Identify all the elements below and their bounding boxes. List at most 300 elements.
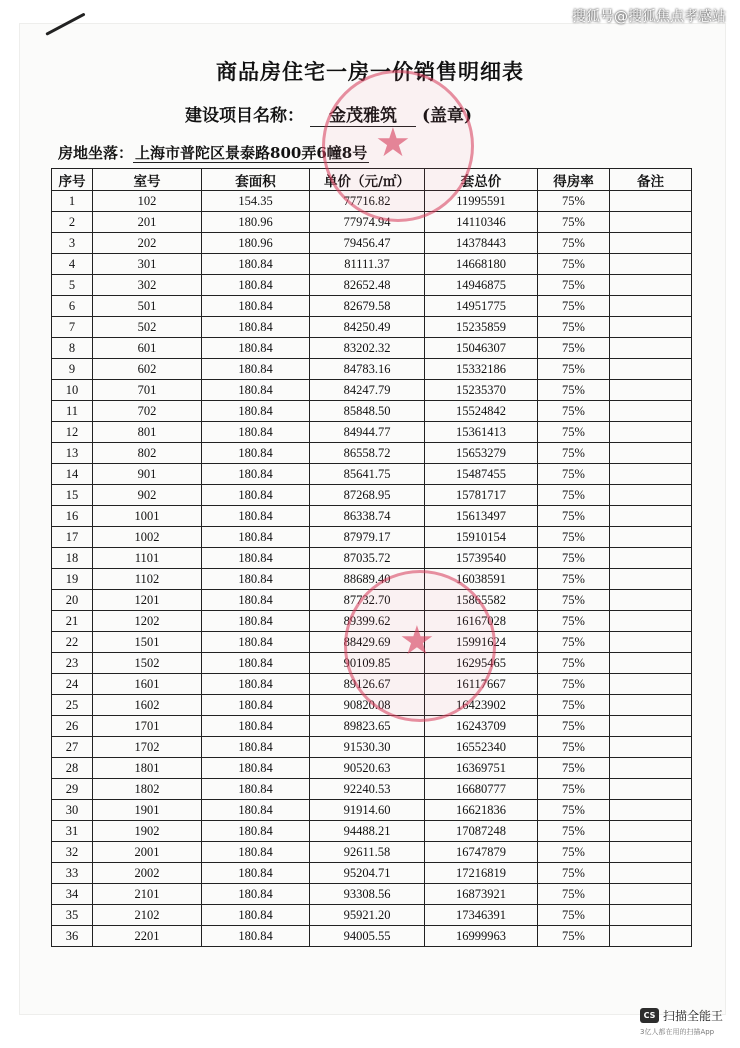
table-row bbox=[52, 485, 692, 506]
cell-unit-price: 82679.58 bbox=[310, 296, 425, 317]
cell-room: 802 bbox=[93, 443, 202, 464]
cell-total-price: 15235370 bbox=[425, 380, 538, 401]
cell-total-price: 16369751 bbox=[425, 758, 538, 779]
cell-room: 1701 bbox=[93, 716, 202, 737]
cell-remark bbox=[610, 569, 692, 590]
cell-total-price: 17087248 bbox=[425, 821, 538, 842]
cell-remark bbox=[610, 842, 692, 863]
cell-room: 201 bbox=[93, 212, 202, 233]
table-row bbox=[52, 422, 692, 443]
cell-total-price: 16999963 bbox=[425, 926, 538, 947]
cell-efficiency: 75% bbox=[538, 275, 610, 296]
stamp-star-icon: ★ bbox=[399, 618, 435, 664]
cell-room: 902 bbox=[93, 485, 202, 506]
cell-remark bbox=[610, 737, 692, 758]
cell-area: 180.84 bbox=[202, 716, 310, 737]
cell-remark bbox=[610, 191, 692, 212]
cell-efficiency: 75% bbox=[538, 212, 610, 233]
column-header: 备注 bbox=[610, 169, 692, 191]
cell-remark bbox=[610, 527, 692, 548]
table-row bbox=[52, 275, 692, 296]
cell-efficiency: 75% bbox=[538, 863, 610, 884]
cell-total-price: 16243709 bbox=[425, 716, 538, 737]
column-header: 序号 bbox=[52, 169, 93, 191]
cell-remark bbox=[610, 821, 692, 842]
table-row bbox=[52, 905, 692, 926]
column-header: 套面积 bbox=[202, 169, 310, 191]
cell-area: 180.84 bbox=[202, 884, 310, 905]
cell-room: 501 bbox=[93, 296, 202, 317]
table-row bbox=[52, 296, 692, 317]
cell-index: 24 bbox=[52, 674, 93, 695]
cell-room: 2102 bbox=[93, 905, 202, 926]
cell-efficiency: 75% bbox=[538, 380, 610, 401]
cell-unit-price: 90520.63 bbox=[310, 758, 425, 779]
cell-efficiency: 75% bbox=[538, 821, 610, 842]
cell-total-price: 11995591 bbox=[425, 191, 538, 212]
cell-area: 180.84 bbox=[202, 737, 310, 758]
cell-room: 601 bbox=[93, 338, 202, 359]
column-header: 得房率 bbox=[538, 169, 610, 191]
cell-remark bbox=[610, 653, 692, 674]
cell-total-price: 15613497 bbox=[425, 506, 538, 527]
cell-area: 180.84 bbox=[202, 779, 310, 800]
cell-remark bbox=[610, 674, 692, 695]
cell-room: 801 bbox=[93, 422, 202, 443]
cell-efficiency: 75% bbox=[538, 191, 610, 212]
cell-remark bbox=[610, 590, 692, 611]
cell-unit-price: 84250.49 bbox=[310, 317, 425, 338]
cell-unit-price: 84247.79 bbox=[310, 380, 425, 401]
cell-area: 180.84 bbox=[202, 905, 310, 926]
cell-room: 1801 bbox=[93, 758, 202, 779]
cell-remark bbox=[610, 380, 692, 401]
cell-efficiency: 75% bbox=[538, 506, 610, 527]
cell-area: 180.84 bbox=[202, 401, 310, 422]
cell-index: 16 bbox=[52, 506, 93, 527]
cell-total-price: 15361413 bbox=[425, 422, 538, 443]
table-row bbox=[52, 338, 692, 359]
cell-room: 2101 bbox=[93, 884, 202, 905]
cell-room: 2201 bbox=[93, 926, 202, 947]
cell-efficiency: 75% bbox=[538, 884, 610, 905]
cell-room: 702 bbox=[93, 401, 202, 422]
cell-remark bbox=[610, 779, 692, 800]
cell-area: 180.84 bbox=[202, 611, 310, 632]
cell-efficiency: 75% bbox=[538, 317, 610, 338]
cell-unit-price: 83202.32 bbox=[310, 338, 425, 359]
column-header: 室号 bbox=[93, 169, 202, 191]
table-row bbox=[52, 842, 692, 863]
top-seal-stamp bbox=[322, 70, 474, 222]
cell-total-price: 16747879 bbox=[425, 842, 538, 863]
cell-area: 180.84 bbox=[202, 548, 310, 569]
cell-room: 602 bbox=[93, 359, 202, 380]
cell-area: 180.84 bbox=[202, 569, 310, 590]
cell-remark bbox=[610, 422, 692, 443]
cell-efficiency: 75% bbox=[538, 926, 610, 947]
cell-remark bbox=[610, 338, 692, 359]
cell-unit-price: 87268.95 bbox=[310, 485, 425, 506]
cell-room: 701 bbox=[93, 380, 202, 401]
cell-room: 1502 bbox=[93, 653, 202, 674]
cell-room: 1202 bbox=[93, 611, 202, 632]
cell-total-price: 16038591 bbox=[425, 569, 538, 590]
table-row bbox=[52, 317, 692, 338]
cell-index: 17 bbox=[52, 527, 93, 548]
cell-index: 23 bbox=[52, 653, 93, 674]
cell-unit-price: 88689.40 bbox=[310, 569, 425, 590]
cell-remark bbox=[610, 485, 692, 506]
cell-unit-price: 95204.71 bbox=[310, 863, 425, 884]
cell-area: 180.84 bbox=[202, 842, 310, 863]
cell-total-price: 15910154 bbox=[425, 527, 538, 548]
cell-remark bbox=[610, 464, 692, 485]
scanner-app-tagline: 3亿人都在用的扫描App bbox=[640, 1028, 715, 1036]
cell-efficiency: 75% bbox=[538, 653, 610, 674]
cell-efficiency: 75% bbox=[538, 758, 610, 779]
cell-area: 154.35 bbox=[202, 191, 310, 212]
cell-area: 180.84 bbox=[202, 800, 310, 821]
document-title: 商品房住宅一房一价销售明细表 bbox=[216, 59, 524, 84]
location-label: 房地坐落： bbox=[58, 144, 134, 162]
cell-efficiency: 75% bbox=[538, 527, 610, 548]
cell-index: 5 bbox=[52, 275, 93, 296]
cell-room: 1002 bbox=[93, 527, 202, 548]
cell-remark bbox=[610, 611, 692, 632]
cell-remark bbox=[610, 317, 692, 338]
cell-area: 180.84 bbox=[202, 485, 310, 506]
cell-total-price: 16117667 bbox=[425, 674, 538, 695]
seal-note: (盖章) bbox=[422, 106, 473, 126]
cell-index: 36 bbox=[52, 926, 93, 947]
table-row bbox=[52, 779, 692, 800]
cell-unit-price: 84783.16 bbox=[310, 359, 425, 380]
cell-area: 180.84 bbox=[202, 380, 310, 401]
cell-efficiency: 75% bbox=[538, 842, 610, 863]
cell-total-price: 15332186 bbox=[425, 359, 538, 380]
cell-total-price: 16873921 bbox=[425, 884, 538, 905]
cell-total-price: 15781717 bbox=[425, 485, 538, 506]
cell-efficiency: 75% bbox=[538, 443, 610, 464]
cell-unit-price: 81111.37 bbox=[310, 254, 425, 275]
cell-unit-price: 93308.56 bbox=[310, 884, 425, 905]
cell-unit-price: 89399.62 bbox=[310, 611, 425, 632]
cell-room: 1902 bbox=[93, 821, 202, 842]
cell-total-price: 14946875 bbox=[425, 275, 538, 296]
cell-efficiency: 75% bbox=[538, 716, 610, 737]
cell-remark bbox=[610, 212, 692, 233]
cell-room: 2001 bbox=[93, 842, 202, 863]
table-row bbox=[52, 254, 692, 275]
cell-index: 14 bbox=[52, 464, 93, 485]
cell-index: 30 bbox=[52, 800, 93, 821]
cell-index: 12 bbox=[52, 422, 93, 443]
cell-remark bbox=[610, 758, 692, 779]
cell-unit-price: 94488.21 bbox=[310, 821, 425, 842]
cell-total-price: 15046307 bbox=[425, 338, 538, 359]
watermark: 搜狐号@搜狐焦点孝感站 bbox=[572, 9, 726, 25]
table-row bbox=[52, 464, 692, 485]
cell-unit-price: 84944.77 bbox=[310, 422, 425, 443]
cell-index: 1 bbox=[52, 191, 93, 212]
cell-area: 180.84 bbox=[202, 632, 310, 653]
sales-detail-table bbox=[51, 168, 692, 947]
cell-total-price: 14668180 bbox=[425, 254, 538, 275]
cell-total-price: 15653279 bbox=[425, 443, 538, 464]
table-row bbox=[52, 716, 692, 737]
cell-room: 1602 bbox=[93, 695, 202, 716]
cell-index: 18 bbox=[52, 548, 93, 569]
cell-remark bbox=[610, 884, 692, 905]
cell-room: 2002 bbox=[93, 863, 202, 884]
cell-remark bbox=[610, 632, 692, 653]
cell-index: 35 bbox=[52, 905, 93, 926]
location-value: 上海市普陀区景泰路800弄6幢8号 bbox=[135, 144, 368, 162]
cell-remark bbox=[610, 506, 692, 527]
cell-area: 180.84 bbox=[202, 359, 310, 380]
cell-remark bbox=[610, 401, 692, 422]
cell-unit-price: 79456.47 bbox=[310, 233, 425, 254]
cell-total-price: 15235859 bbox=[425, 317, 538, 338]
cell-efficiency: 75% bbox=[538, 548, 610, 569]
cell-total-price: 16167028 bbox=[425, 611, 538, 632]
cell-index: 7 bbox=[52, 317, 93, 338]
cell-room: 202 bbox=[93, 233, 202, 254]
cell-index: 33 bbox=[52, 863, 93, 884]
column-header: 单价（元/㎡） bbox=[310, 169, 425, 191]
cell-unit-price: 89126.67 bbox=[310, 674, 425, 695]
cell-efficiency: 75% bbox=[538, 254, 610, 275]
cell-area: 180.84 bbox=[202, 317, 310, 338]
cell-area: 180.84 bbox=[202, 863, 310, 884]
stamp-star-icon: ★ bbox=[375, 120, 411, 166]
middle-seal-stamp bbox=[344, 570, 496, 722]
cell-efficiency: 75% bbox=[538, 590, 610, 611]
cell-unit-price: 86558.72 bbox=[310, 443, 425, 464]
cell-unit-price: 95921.20 bbox=[310, 905, 425, 926]
cell-index: 8 bbox=[52, 338, 93, 359]
cell-index: 21 bbox=[52, 611, 93, 632]
cell-remark bbox=[610, 254, 692, 275]
cell-unit-price: 85641.75 bbox=[310, 464, 425, 485]
cell-remark bbox=[610, 905, 692, 926]
cell-unit-price: 91530.30 bbox=[310, 737, 425, 758]
cell-efficiency: 75% bbox=[538, 737, 610, 758]
cell-unit-price: 86338.74 bbox=[310, 506, 425, 527]
table-row bbox=[52, 527, 692, 548]
cell-unit-price: 89823.65 bbox=[310, 716, 425, 737]
cell-total-price: 15487455 bbox=[425, 464, 538, 485]
cell-index: 25 bbox=[52, 695, 93, 716]
cell-area: 180.84 bbox=[202, 275, 310, 296]
project-label: 建设项目名称： bbox=[185, 106, 304, 126]
cell-remark bbox=[610, 296, 692, 317]
cell-efficiency: 75% bbox=[538, 674, 610, 695]
cell-total-price: 16295465 bbox=[425, 653, 538, 674]
cell-index: 29 bbox=[52, 779, 93, 800]
cell-index: 26 bbox=[52, 716, 93, 737]
scanner-app-name: 扫描全能王 bbox=[663, 1009, 724, 1023]
cell-index: 27 bbox=[52, 737, 93, 758]
cell-index: 31 bbox=[52, 821, 93, 842]
cell-room: 301 bbox=[93, 254, 202, 275]
cell-room: 1901 bbox=[93, 800, 202, 821]
cell-efficiency: 75% bbox=[538, 611, 610, 632]
camscanner-logo-icon: CS bbox=[640, 1008, 659, 1023]
cell-efficiency: 75% bbox=[538, 800, 610, 821]
cell-area: 180.96 bbox=[202, 233, 310, 254]
table-row bbox=[52, 443, 692, 464]
cell-area: 180.84 bbox=[202, 653, 310, 674]
cell-unit-price: 88429.69 bbox=[310, 632, 425, 653]
cell-total-price: 15524842 bbox=[425, 401, 538, 422]
cell-room: 1802 bbox=[93, 779, 202, 800]
cell-index: 15 bbox=[52, 485, 93, 506]
cell-efficiency: 75% bbox=[538, 296, 610, 317]
cell-unit-price: 87035.72 bbox=[310, 548, 425, 569]
cell-index: 3 bbox=[52, 233, 93, 254]
cell-unit-price: 77716.82 bbox=[310, 191, 425, 212]
cell-efficiency: 75% bbox=[538, 233, 610, 254]
cell-remark bbox=[610, 800, 692, 821]
cell-efficiency: 75% bbox=[538, 632, 610, 653]
cell-unit-price: 82652.48 bbox=[310, 275, 425, 296]
table-row bbox=[52, 926, 692, 947]
cell-area: 180.84 bbox=[202, 443, 310, 464]
cell-area: 180.84 bbox=[202, 695, 310, 716]
cell-room: 1101 bbox=[93, 548, 202, 569]
cell-index: 32 bbox=[52, 842, 93, 863]
cell-unit-price: 94005.55 bbox=[310, 926, 425, 947]
cell-total-price: 17216819 bbox=[425, 863, 538, 884]
table-row bbox=[52, 506, 692, 527]
cell-unit-price: 87979.17 bbox=[310, 527, 425, 548]
cell-total-price: 16680777 bbox=[425, 779, 538, 800]
cell-index: 4 bbox=[52, 254, 93, 275]
cell-area: 180.84 bbox=[202, 422, 310, 443]
cell-efficiency: 75% bbox=[538, 695, 610, 716]
table-row bbox=[52, 359, 692, 380]
cell-index: 6 bbox=[52, 296, 93, 317]
cell-room: 1102 bbox=[93, 569, 202, 590]
cell-remark bbox=[610, 233, 692, 254]
cell-total-price: 14951775 bbox=[425, 296, 538, 317]
cell-unit-price: 90109.85 bbox=[310, 653, 425, 674]
cell-efficiency: 75% bbox=[538, 779, 610, 800]
cell-unit-price: 92240.53 bbox=[310, 779, 425, 800]
cell-index: 22 bbox=[52, 632, 93, 653]
cell-index: 10 bbox=[52, 380, 93, 401]
cell-unit-price: 85848.50 bbox=[310, 401, 425, 422]
cell-remark bbox=[610, 695, 692, 716]
table-row bbox=[52, 233, 692, 254]
cell-remark bbox=[610, 548, 692, 569]
cell-total-price: 15865582 bbox=[425, 590, 538, 611]
cell-area: 180.84 bbox=[202, 254, 310, 275]
cell-index: 13 bbox=[52, 443, 93, 464]
table-row bbox=[52, 821, 692, 842]
table-row bbox=[52, 737, 692, 758]
cell-unit-price: 92611.58 bbox=[310, 842, 425, 863]
cell-index: 19 bbox=[52, 569, 93, 590]
cell-efficiency: 75% bbox=[538, 905, 610, 926]
cell-efficiency: 75% bbox=[538, 464, 610, 485]
cell-area: 180.84 bbox=[202, 674, 310, 695]
cell-remark bbox=[610, 926, 692, 947]
scanner-app-badge bbox=[640, 1007, 723, 1024]
table-row bbox=[52, 380, 692, 401]
cell-total-price: 14110346 bbox=[425, 212, 538, 233]
cell-total-price: 17346391 bbox=[425, 905, 538, 926]
cell-remark bbox=[610, 359, 692, 380]
cell-room: 502 bbox=[93, 317, 202, 338]
cell-total-price: 14378443 bbox=[425, 233, 538, 254]
cell-efficiency: 75% bbox=[538, 338, 610, 359]
cell-room: 1702 bbox=[93, 737, 202, 758]
cell-remark bbox=[610, 716, 692, 737]
cell-efficiency: 75% bbox=[538, 359, 610, 380]
cell-room: 1601 bbox=[93, 674, 202, 695]
cell-room: 102 bbox=[93, 191, 202, 212]
cell-remark bbox=[610, 275, 692, 296]
cell-area: 180.84 bbox=[202, 926, 310, 947]
cell-efficiency: 75% bbox=[538, 569, 610, 590]
column-header: 套总价 bbox=[425, 169, 538, 191]
cell-total-price: 16423902 bbox=[425, 695, 538, 716]
cell-unit-price: 87732.70 bbox=[310, 590, 425, 611]
cell-efficiency: 75% bbox=[538, 401, 610, 422]
cell-index: 28 bbox=[52, 758, 93, 779]
project-name: 金茂雅筑 bbox=[310, 101, 416, 127]
cell-room: 1201 bbox=[93, 590, 202, 611]
cell-area: 180.96 bbox=[202, 212, 310, 233]
cell-remark bbox=[610, 443, 692, 464]
cell-index: 11 bbox=[52, 401, 93, 422]
table-row bbox=[52, 548, 692, 569]
cell-area: 180.84 bbox=[202, 527, 310, 548]
cell-total-price: 15739540 bbox=[425, 548, 538, 569]
cell-index: 20 bbox=[52, 590, 93, 611]
table-row bbox=[52, 800, 692, 821]
cell-area: 180.84 bbox=[202, 590, 310, 611]
cell-room: 1001 bbox=[93, 506, 202, 527]
cell-area: 180.84 bbox=[202, 296, 310, 317]
cell-area: 180.84 bbox=[202, 338, 310, 359]
table-row bbox=[52, 863, 692, 884]
cell-unit-price: 91914.60 bbox=[310, 800, 425, 821]
cell-total-price: 16621836 bbox=[425, 800, 538, 821]
cell-room: 1501 bbox=[93, 632, 202, 653]
cell-efficiency: 75% bbox=[538, 422, 610, 443]
cell-area: 180.84 bbox=[202, 821, 310, 842]
cell-total-price: 15991624 bbox=[425, 632, 538, 653]
cell-index: 9 bbox=[52, 359, 93, 380]
cell-unit-price: 77974.94 bbox=[310, 212, 425, 233]
table-row bbox=[52, 884, 692, 905]
cell-room: 901 bbox=[93, 464, 202, 485]
cell-index: 34 bbox=[52, 884, 93, 905]
cell-area: 180.84 bbox=[202, 464, 310, 485]
cell-remark bbox=[610, 863, 692, 884]
cell-index: 2 bbox=[52, 212, 93, 233]
cell-area: 180.84 bbox=[202, 758, 310, 779]
cell-unit-price: 90820.08 bbox=[310, 695, 425, 716]
table-row bbox=[52, 401, 692, 422]
cell-area: 180.84 bbox=[202, 506, 310, 527]
table-row bbox=[52, 758, 692, 779]
cell-total-price: 16552340 bbox=[425, 737, 538, 758]
